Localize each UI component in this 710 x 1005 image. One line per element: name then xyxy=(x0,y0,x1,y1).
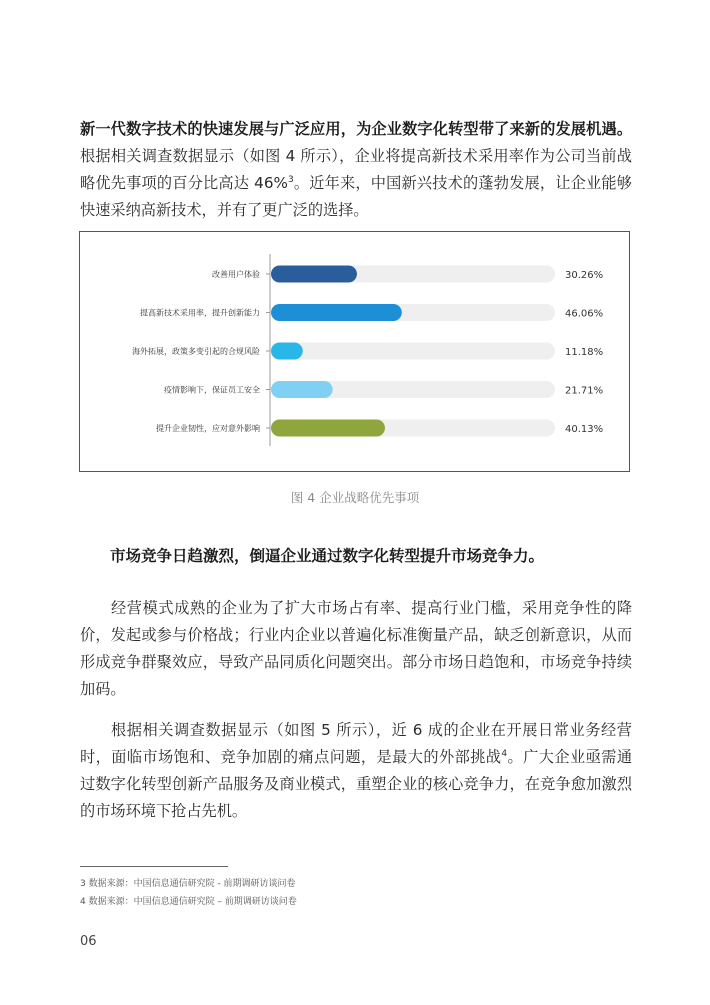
footnote-divider xyxy=(80,866,228,867)
category-label: 改善用户体验 xyxy=(212,270,260,279)
bar-track xyxy=(271,343,555,360)
value-label: 11.18% xyxy=(565,347,604,358)
figure-caption: 图 4 企业战略优先事项 xyxy=(290,490,420,505)
value-label: 40.13% xyxy=(565,424,604,435)
bar-chart-svg xyxy=(80,232,629,471)
category-label: 提升企业韧性，应对意外影响 xyxy=(156,424,260,433)
footnote-3: 3 数据来源：中国信息通信研究院 - 前期调研访谈问卷 xyxy=(80,879,296,889)
category-label: 提高新技术采用率，提升创新能力 xyxy=(140,308,260,318)
competition-paragraph: 经营模式成熟的企业为了扩大市场占有率、提高行业门槛，采用竞争性的降价，发起或参与价格战；行业内企业以普遍化标准衡量产品，缺乏创新意识，从而形成竞争群聚效应，导致产品同质化问题突出。部分市场日趋饱和，市场竞争持续加码。 xyxy=(80,599,632,698)
value-label: 46.06% xyxy=(565,308,604,320)
section-heading: 市场竞争日趋激烈，倒逼企业通过数字化转型提升市场竞争力。 xyxy=(110,547,545,565)
survey-text-cont: 。广大企业亟需通过数字化转型创新产品服务及商业模式，重塑企业的核心竞争力，在竞争愈加激烈的市场环境下抢占先机。 xyxy=(80,748,633,820)
value-label: 30.26% xyxy=(565,270,604,281)
bar xyxy=(271,304,402,321)
category-label: 疫情影响下，保证员工安全 xyxy=(164,385,260,395)
footnote-ref-3: 3 xyxy=(287,174,294,185)
strategy-priority-chart xyxy=(79,231,630,472)
bar xyxy=(271,343,303,360)
footnote-4: 4 数据来源：中国信息通信研究院 – 前期调研访谈问卷 xyxy=(80,897,297,907)
intro-text: 根据相关调查数据显示（如图 4 所示），企业将提高新技术采用率作为公司当前战略优先事项的百分比高达 46% xyxy=(80,147,632,192)
bar xyxy=(271,381,333,398)
bar xyxy=(271,420,385,437)
footnote-ref-4: 4 xyxy=(501,748,508,759)
bar xyxy=(271,266,357,283)
intro-bold-lead: 新一代数字技术的快速发展与广泛应用，为企业数字化转型带了来新的发展机遇。 xyxy=(80,120,632,138)
page-number: 06 xyxy=(80,934,97,949)
intro-paragraph xyxy=(80,116,632,224)
category-label: 海外拓展，政策多变引起的合规风险 xyxy=(132,347,260,356)
value-label: 21.71% xyxy=(565,385,604,397)
survey-text: 根据相关调查数据显示（如图 5 所示），近 6 成的企业在开展日常业务经营时，面临市场饱和、竞争加剧的痛点问题，是最大的外部挑战 xyxy=(80,721,632,766)
survey-paragraph xyxy=(80,717,632,825)
intro-text-cont: 。近年来，中国新兴技术的蓬勃发展，让企业能够快速采纳高新技术，并有了更广泛的选择。 xyxy=(80,174,632,219)
